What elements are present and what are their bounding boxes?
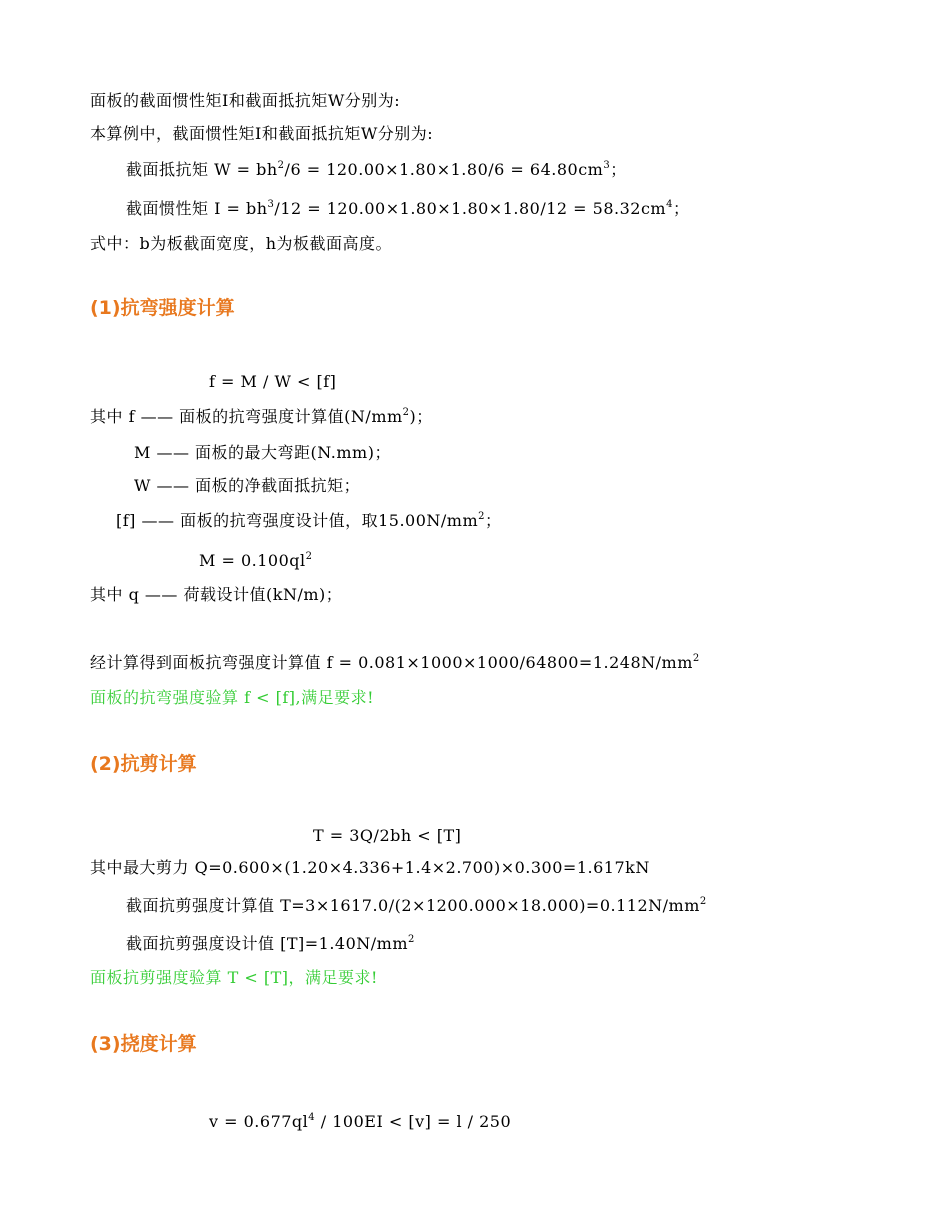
text: M = 0.100ql <box>199 551 306 570</box>
moment-of-inertia-formula <box>126 199 689 219</box>
text: ； <box>672 199 690 218</box>
superscript: 2 <box>408 934 415 945</box>
superscript: 2 <box>692 653 700 664</box>
intro-line-1: 面板的截面惯性矩I和截面抵抗矩W分别为: <box>90 91 401 110</box>
superscript: 2 <box>699 896 707 907</box>
def-f <box>90 407 433 427</box>
deflection-heading: (3)挠度计算 <box>90 1033 197 1055</box>
superscript: 2 <box>305 551 313 562</box>
text: 截面惯性矩 I = bh <box>126 199 268 218</box>
section-modulus-formula <box>126 160 627 180</box>
max-shear-line: 其中最大剪力 Q=0.600×(1.20×4.336+1.4×2.700)×0.300=1.617kN <box>90 858 650 877</box>
text: /6 = 120.00×1.80×1.80/6 = 64.80cm <box>284 160 604 179</box>
superscript: 2 <box>402 407 410 418</box>
bending-formula: f = M / W < [f] <box>209 372 337 391</box>
variable-note: 式中：b为板截面宽度，h为板截面高度。 <box>90 234 393 253</box>
text: 其中 f —— 面板的抗弯强度计算值(N/mm <box>90 407 403 426</box>
text: 截面抵抗矩 W = bh <box>126 160 278 179</box>
shear-check: 面板抗剪强度验算 T < [T]，满足要求! <box>90 968 378 987</box>
text: 截面抗剪强度计算值 T=3×1617.0/(2×1200.000×18.000)=0.112N/mm <box>126 896 700 915</box>
text: ； <box>610 160 627 179</box>
superscript: 4 <box>666 199 673 210</box>
text: 截面抗剪强度设计值 [T]=1.40N/mm <box>126 934 409 953</box>
bending-check: 面板的抗弯强度验算 f < [f],满足要求! <box>90 688 375 707</box>
intro-line-2: 本算例中，截面惯性矩I和截面抵抗矩W分别为: <box>90 124 434 143</box>
bending-result <box>90 653 700 673</box>
text: / 100EI < [v] = l / 250 <box>315 1112 512 1131</box>
shear-design <box>126 934 415 954</box>
superscript: 3 <box>267 199 275 210</box>
text: [f] —— 面板的抗弯强度设计值，取15.00N/mm <box>116 511 479 530</box>
text: 经计算得到面板抗弯强度计算值 f = 0.081×1000×1000/64800=1.248N/mm <box>90 653 693 672</box>
def-design-strength <box>116 511 502 531</box>
bending-heading: (1)抗弯强度计算 <box>90 297 235 319</box>
text: ； <box>485 511 502 530</box>
superscript: 2 <box>277 160 285 171</box>
shear-computed <box>126 896 707 916</box>
superscript: 3 <box>603 160 611 171</box>
superscript: 4 <box>308 1112 316 1123</box>
text: v = 0.677ql <box>209 1112 309 1131</box>
superscript: 2 <box>478 511 485 522</box>
moment-formula <box>199 551 313 571</box>
shear-heading: (2)抗剪计算 <box>90 753 197 775</box>
text: )； <box>409 407 433 426</box>
shear-formula: T = 3Q/2bh < [T] <box>313 826 462 845</box>
def-q: 其中 q —— 荷载设计值(kN/m)； <box>90 585 343 604</box>
def-w: W —— 面板的净截面抵抗矩； <box>134 476 361 495</box>
text: /12 = 120.00×1.80×1.80×1.80/12 = 58.32cm <box>274 199 667 218</box>
deflection-formula <box>209 1112 511 1132</box>
def-m: M —— 面板的最大弯距(N.mm)； <box>134 443 391 462</box>
